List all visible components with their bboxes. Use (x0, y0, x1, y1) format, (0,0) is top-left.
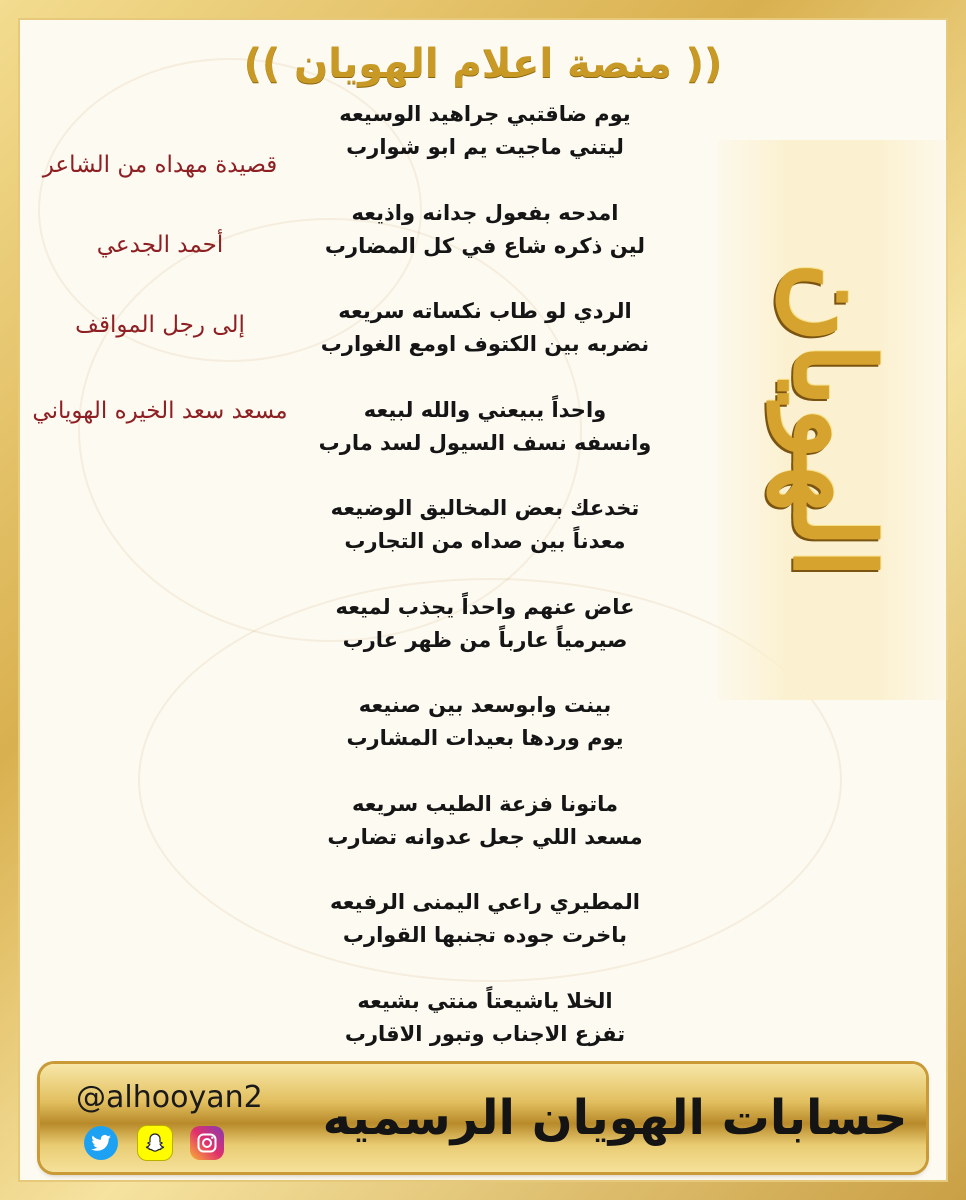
poem-line: يوم ضاقتبي جراهيد الوسيعه (339, 102, 631, 126)
poem-line: واحداً يبيعني والله لبيعه (363, 397, 607, 422)
official-accounts-title: حسابات الهويان الرسميه (322, 1090, 908, 1146)
poem-line: وانسفه نسف السيول لسد مارب (318, 430, 652, 455)
poem-line: مسعد اللي جعل عدوانه تضارب (327, 824, 643, 849)
poem-line: لين ذكره شاع في كل المضارب (324, 233, 646, 258)
poem-line: بينت وابوسعد بين صنيعه (358, 693, 612, 717)
dedication-line-poet-intro: قصيدة مهداه من الشاعر (42, 152, 278, 178)
poem-line: عاض عنهم واحداً يجذب لميعه (335, 594, 635, 619)
poem-line: تخدعك بعض المخاليق الوضيعه (330, 496, 640, 520)
poem-line: نضربه بين الكتوف اومع الغوارب (320, 332, 650, 356)
alhooyan-emblem (718, 140, 948, 700)
poem-line: يوم وردها بعيدات المشارب (346, 726, 624, 750)
dedication-poet-name: أحمد الجدعي (96, 232, 224, 258)
poem-stanza (290, 492, 680, 591)
official-accounts-banner (40, 1064, 926, 1172)
poem-stanza (290, 295, 680, 394)
poem-line: باخرت جوده تجنبها القوارب (342, 923, 628, 947)
dedication-recipient-intro: إلى رجل المواقف (75, 312, 245, 338)
poem-line: امدحه بفعول جدانه واذيعه (351, 200, 619, 225)
poem-stanza (290, 591, 680, 690)
snapchat-icon[interactable] (138, 1126, 172, 1160)
poem-line: ماتونا فزعة الطيب سريعه (351, 791, 619, 816)
dedication-recipient-name: مسعد سعد الخيره الهوياني (32, 398, 288, 424)
poem-line: صيرمياً عارباً من ظهر عارب (342, 627, 628, 652)
emblem-calligraphy: الهويان (769, 261, 898, 579)
twitter-icon[interactable] (84, 1126, 118, 1160)
poem-line: الردي لو طاب نكساته سريعه (338, 299, 632, 323)
page-title: (( منصة اعلام الهويان )) (243, 41, 723, 87)
poem-line: الخلا ياشيعتاً منتي بشيعه (357, 988, 613, 1013)
poem-stanza (290, 689, 680, 788)
instagram-icon[interactable] (190, 1126, 224, 1160)
poem-stanza (290, 394, 680, 493)
poem-stanza (290, 788, 680, 887)
poem-stanza (290, 98, 680, 197)
poem-stanza (290, 197, 680, 296)
poem-line: ليتني ماجيت يم ابو شوارب (346, 135, 624, 159)
poem-line: تفزع الاجناب وتبور الاقارب (344, 1021, 626, 1046)
poem-line: المطيري راعي اليمنى الرفيعه (330, 890, 640, 914)
poem-line: معدناً بين صداه من التجارب (344, 529, 626, 553)
poem-stanza (290, 886, 680, 985)
account-handle[interactable]: @alhooyan2 (76, 1080, 263, 1115)
poem (290, 98, 680, 1083)
